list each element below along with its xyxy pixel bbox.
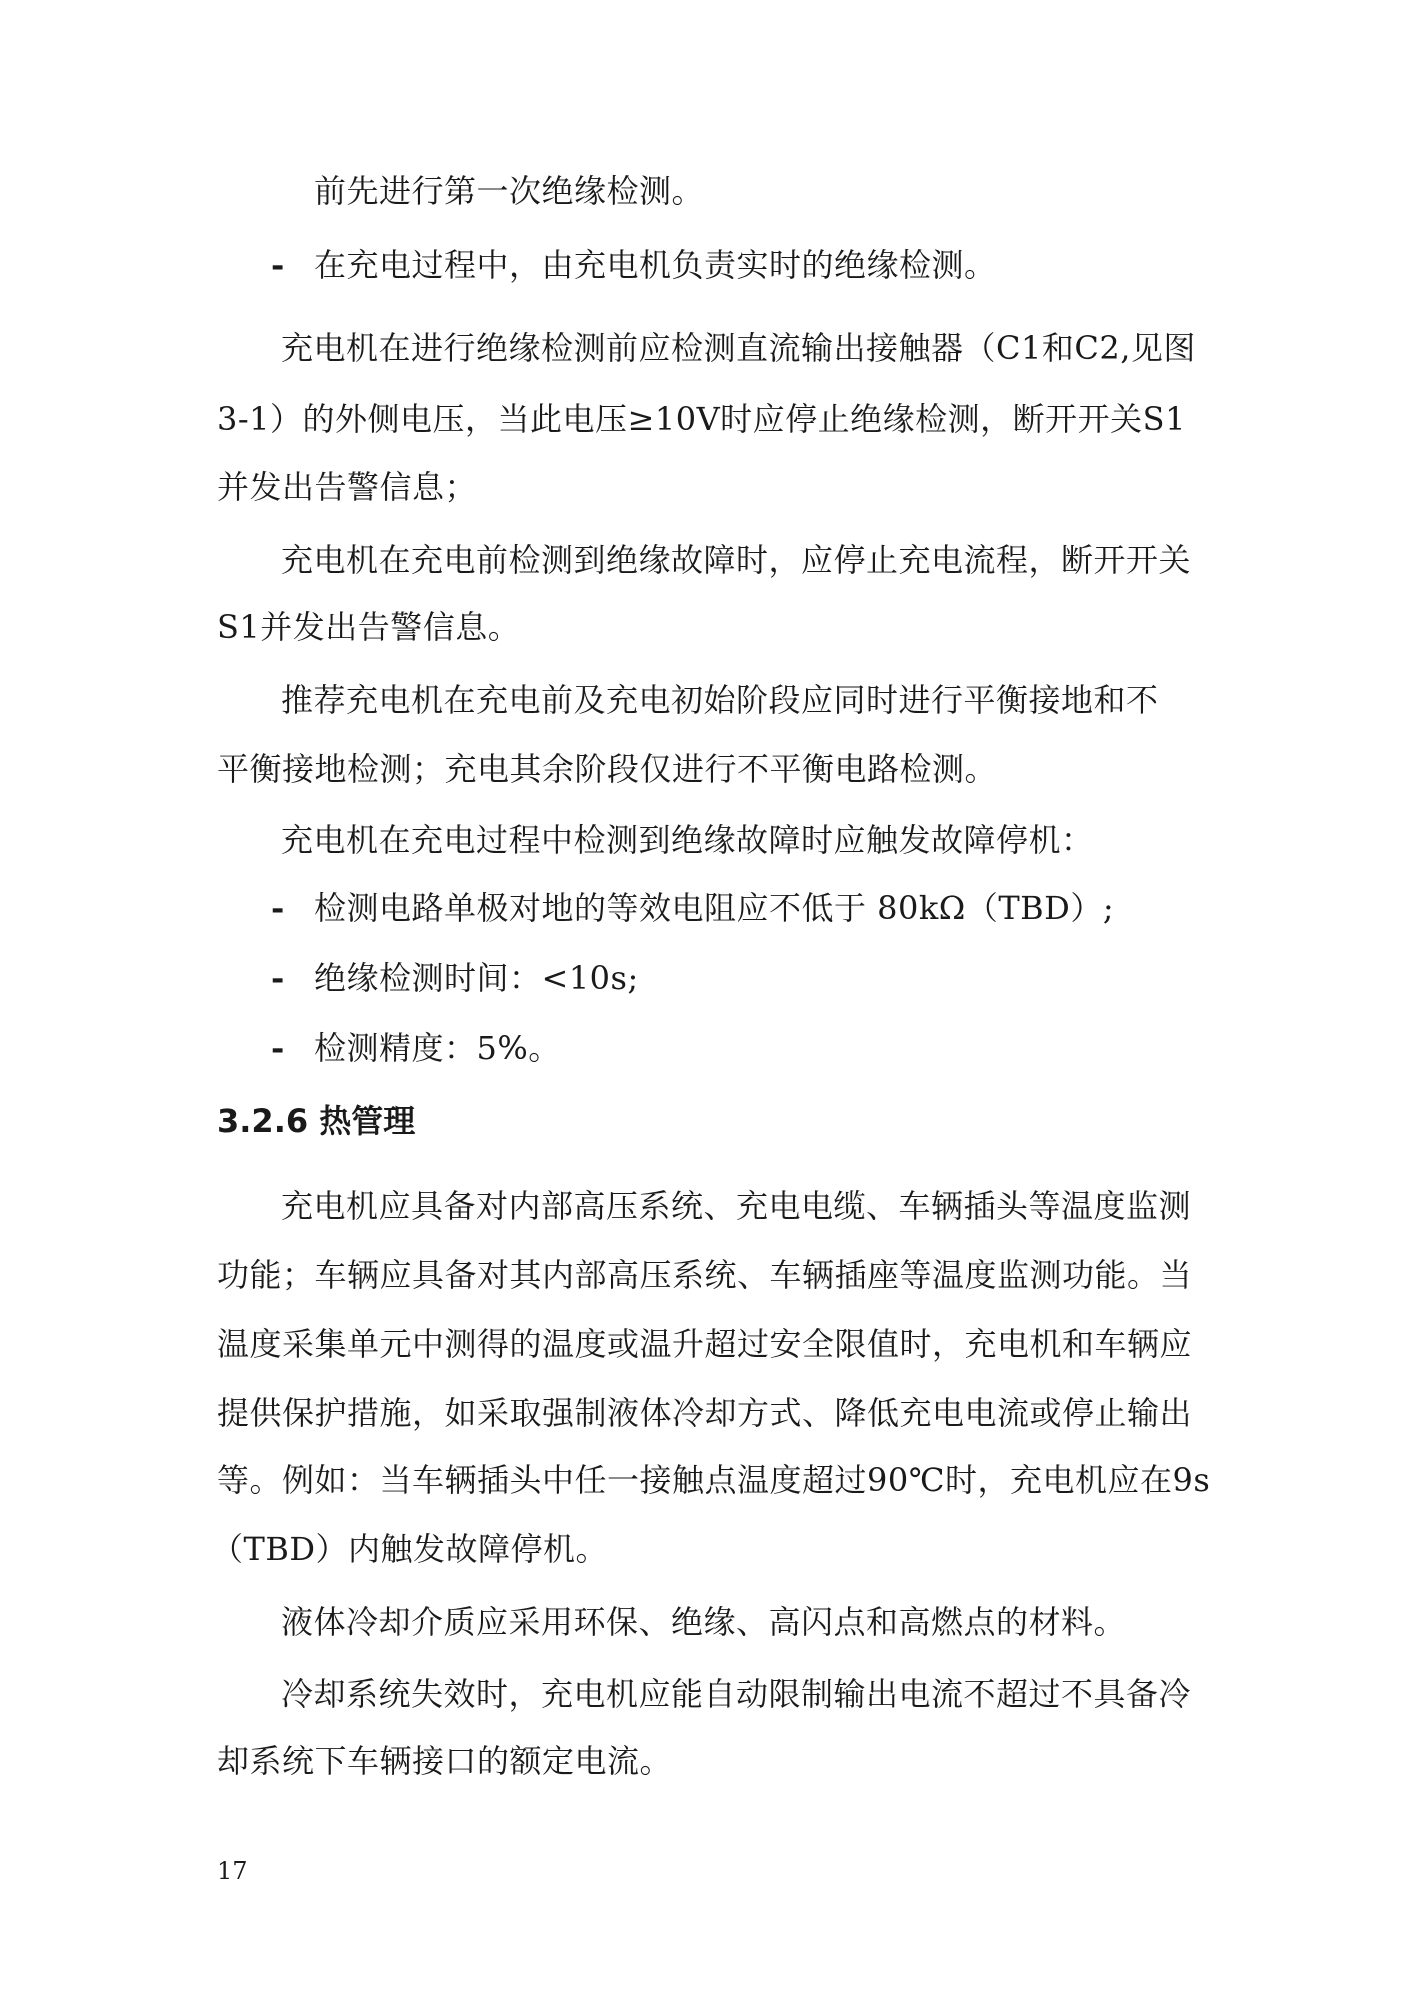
paragraph-line: 平衡接地检测；充电其余阶段仅进行不平衡电路检测。 — [217, 750, 998, 788]
paragraph-line: 充电机在进行绝缘检测前应检测直流输出接触器（C1和C2,见图 — [281, 329, 1196, 367]
paragraph-line: 提供保护措施，如采取强制液体冷却方式、降低充电电流或停止输出 — [217, 1394, 1193, 1432]
text-line: 前先进行第一次绝缘检测。 — [314, 172, 705, 210]
paragraph-line: 液体冷却介质应采用环保、绝缘、高闪点和高燃点的材料。 — [281, 1603, 1127, 1641]
section-heading: 3.2.6 热管理 — [217, 1102, 416, 1140]
paragraph-line: 冷却系统失效时，充电机应能自动限制输出电流不超过不具备冷 — [281, 1675, 1192, 1713]
bullet-dash: - — [271, 246, 285, 284]
bullet-dash: - — [271, 1029, 285, 1067]
paragraph-line: （TBD）内触发故障停机。 — [211, 1530, 609, 1568]
paragraph-line: 推荐充电机在充电前及充电初始阶段应同时进行平衡接地和不 — [281, 681, 1159, 719]
paragraph-line: 充电机在充电前检测到绝缘故障时，应停止充电流程，断开开关 — [281, 541, 1192, 579]
paragraph-line: S1并发出告警信息。 — [217, 608, 521, 646]
bullet-text: 检测电路单极对地的等效电阻应不低于 80kΩ（TBD）; — [314, 889, 1115, 927]
page-number: 17 — [217, 1857, 248, 1885]
bullet-dash: - — [271, 959, 285, 997]
paragraph-line: 并发出告警信息； — [217, 468, 478, 506]
paragraph-line: 3-1）的外侧电压，当此电压≥10V时应停止绝缘检测，断开开关S1 — [217, 400, 1186, 438]
paragraph-line: 等。例如：当车辆插头中任一接触点温度超过90℃时，充电机应在9s — [217, 1461, 1211, 1499]
paragraph-line: 充电机在充电过程中检测到绝缘故障时应触发故障停机： — [281, 821, 1094, 859]
bullet-text: 绝缘检测时间：<10s; — [314, 959, 639, 997]
paragraph-line: 温度采集单元中测得的温度或温升超过安全限值时，充电机和车辆应 — [217, 1325, 1193, 1363]
bullet-dash: - — [271, 889, 285, 927]
bullet-text: 在充电过程中，由充电机负责实时的绝缘检测。 — [314, 246, 997, 284]
bullet-text: 检测精度：5%。 — [314, 1029, 561, 1067]
paragraph-line: 功能；车辆应具备对其内部高压系统、车辆插座等温度监测功能。当 — [217, 1256, 1193, 1294]
paragraph-line: 却系统下车辆接口的额定电流。 — [217, 1742, 673, 1780]
paragraph-line: 充电机应具备对内部高压系统、充电电缆、车辆插头等温度监测 — [281, 1187, 1192, 1225]
